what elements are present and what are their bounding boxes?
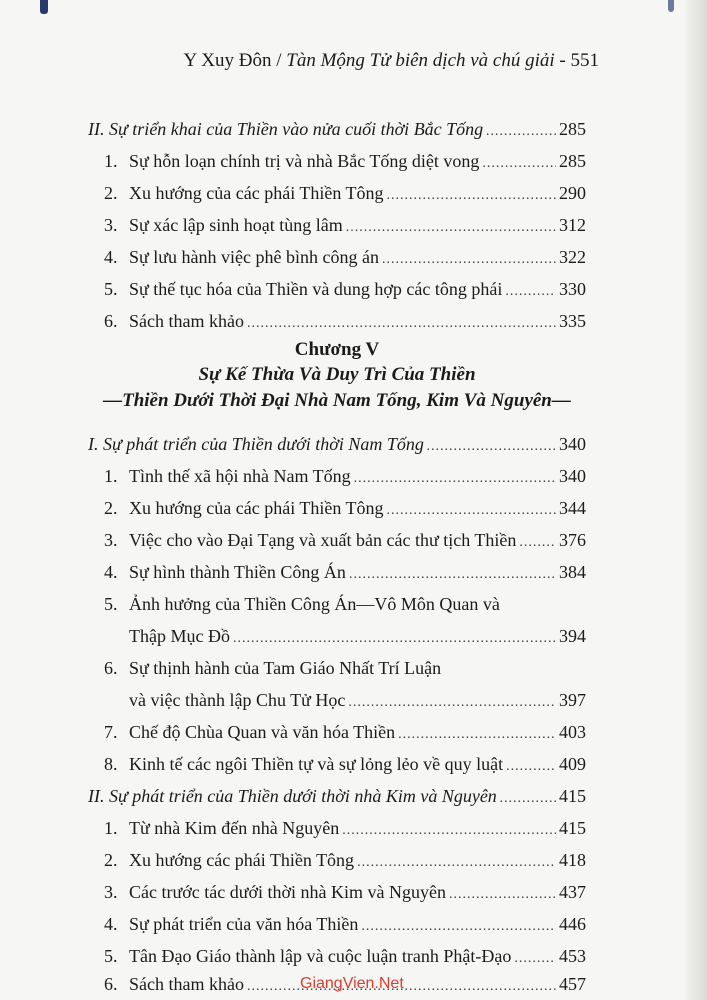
toc-section-heading — [88, 784, 586, 811]
toc-page-number: 437 — [559, 882, 586, 902]
toc-entry-label: Các trước tác dưới thời nhà Kim và Nguyên — [129, 882, 446, 902]
toc-entry-number: 6. — [104, 311, 118, 331]
toc-entry — [104, 213, 586, 240]
toc-page-number: 322 — [559, 247, 586, 267]
toc-entry-number: 5. — [104, 594, 118, 614]
toc-entry — [104, 592, 586, 616]
toc-entry — [104, 880, 586, 907]
dot-leader — [354, 467, 556, 491]
dot-leader — [346, 216, 556, 240]
toc-page-number: 384 — [559, 562, 586, 582]
toc-entry-label: Sự lưu hành việc phê bình công án — [129, 247, 379, 267]
toc-entry-number: 3. — [104, 530, 118, 550]
toc-section-label: II. Sự phát triển của Thiền dưới thời nhà Kim và Nguyên — [88, 786, 497, 806]
toc-section-label: I. Sự phát triển của Thiền dưới thời Nam Tống — [88, 434, 424, 454]
header-title: Tàn Mộng Tử biên dịch và chú giải — [286, 50, 555, 71]
page-edge-shadow — [685, 0, 707, 1000]
toc-section-label: II. Sự triển khai của Thiền vào nửa cuối thời Bắc Tống — [88, 119, 484, 139]
toc-page-number: 397 — [559, 690, 586, 710]
toc-page-number: 453 — [559, 946, 586, 966]
toc-entry — [104, 816, 586, 843]
dot-leader — [382, 248, 556, 272]
toc-entry-label: Ảnh hưởng của Thiền Công Án—Vô Môn Quan và — [129, 594, 500, 614]
top-corner-mark-right — [668, 0, 674, 12]
toc-entry — [104, 309, 586, 336]
dot-leader — [348, 691, 556, 715]
toc-entry-label: Xu hướng của các phái Thiền Tông — [129, 498, 384, 518]
toc-entry — [104, 149, 586, 176]
toc-page-number: 285 — [559, 119, 586, 139]
toc-page-number: 415 — [559, 786, 586, 806]
toc-page-number: 403 — [559, 722, 586, 742]
toc-page-number: 409 — [559, 754, 586, 774]
toc-entry-label: Việc cho vào Đại Tạng và xuất bản các thư tịch Thiền — [129, 530, 517, 550]
toc-entry-number: 1. — [104, 466, 118, 486]
header-page-number: - 551 — [554, 50, 599, 71]
toc-page-number: 344 — [559, 498, 586, 518]
dot-leader — [482, 152, 556, 176]
dot-leader — [514, 947, 556, 971]
toc-entry-number: 6. — [104, 974, 118, 994]
dot-leader — [357, 851, 556, 875]
dot-leader — [387, 184, 556, 208]
toc-entry-label: Sự hỗn loạn chính trị và nhà Bắc Tống diệt vong — [129, 151, 480, 171]
toc-entry — [104, 752, 586, 779]
toc-page-number: 418 — [559, 850, 586, 870]
dot-leader — [449, 883, 556, 907]
toc-entry — [104, 181, 586, 208]
dot-leader — [361, 915, 556, 939]
toc-entry — [104, 496, 586, 523]
toc-page-number: 394 — [559, 626, 586, 646]
toc-entry-number: 1. — [104, 818, 118, 838]
dot-leader — [387, 499, 556, 523]
toc-entry — [104, 912, 586, 939]
toc-entry-number: 2. — [104, 498, 118, 518]
toc-page-number: 330 — [559, 279, 586, 299]
toc-entry-label: Sự xác lập sinh hoạt tùng lâm — [129, 215, 343, 235]
toc-entry-number: 4. — [104, 562, 118, 582]
toc-page-number: 415 — [559, 818, 586, 838]
top-corner-mark — [40, 0, 48, 14]
toc-entry-label-continued: Thập Mục Đồ — [129, 626, 230, 646]
toc-entry — [104, 944, 586, 971]
toc-entry — [104, 464, 586, 491]
dot-leader — [519, 531, 556, 555]
toc-entry-label: Tình thế xã hội nhà Nam Tống — [129, 466, 351, 486]
toc-entry-number: 5. — [104, 946, 118, 966]
dot-leader — [486, 120, 556, 144]
toc-entry — [104, 560, 586, 587]
dot-leader — [398, 723, 556, 747]
toc-entry — [104, 848, 586, 875]
toc-entry-label: Chế độ Chùa Quan và văn hóa Thiền — [129, 722, 396, 742]
toc-entry-number: 2. — [104, 183, 118, 203]
dot-leader — [506, 755, 556, 779]
header-author: Y Xuy Đôn — [183, 50, 272, 71]
running-header — [184, 50, 600, 72]
toc-entry-label: Kinh tế các ngôi Thiền tự và sự lỏng lẻo về quy luật — [129, 754, 504, 774]
toc-entry-number: 2. — [104, 850, 118, 870]
toc-entry-label: Sự hình thành Thiền Công Án — [129, 562, 346, 582]
toc-entry-number: 7. — [104, 722, 118, 742]
toc-entry-label: Tân Đạo Giáo thành lập và cuộc luận tranh Phật-Đạo — [129, 946, 512, 966]
toc-page-number: 376 — [559, 530, 586, 550]
toc-entry-number: 3. — [104, 882, 118, 902]
toc-entry-label: Sách tham khảo — [129, 311, 244, 331]
toc-entry-label: Sự thịnh hành của Tam Giáo Nhất Trí Luận — [129, 658, 442, 678]
dot-leader — [247, 312, 556, 336]
toc-page-number: 335 — [559, 311, 586, 331]
toc-page-number: 446 — [559, 914, 586, 934]
dot-leader — [233, 627, 556, 651]
toc-entry-number: 4. — [104, 914, 118, 934]
toc-entry-label: Xu hướng của các phái Thiền Tông — [129, 183, 384, 203]
toc-entry-label: Từ nhà Kim đến nhà Nguyên — [129, 818, 340, 838]
toc-entry-continuation — [129, 624, 586, 651]
site-watermark: GiangVien.Net — [300, 975, 404, 992]
toc-section-heading — [88, 117, 586, 144]
dot-leader — [505, 280, 556, 304]
toc-entry-number: 4. — [104, 247, 118, 267]
toc-entry-number: 5. — [104, 279, 118, 299]
toc-entry-number: 3. — [104, 215, 118, 235]
toc-entry — [104, 656, 586, 680]
chapter-subtitle: —Thiền Dưới Thời Đại Nhà Nam Tống, Kim Và Nguyên— — [103, 390, 571, 411]
toc-entry-continuation — [129, 688, 586, 715]
toc-page-number: 457 — [559, 974, 586, 994]
toc-entry-label-continued: và việc thành lập Chu Tử Học — [129, 690, 346, 710]
header-separator: / — [271, 50, 287, 71]
toc-entry — [104, 245, 586, 272]
toc-entry-label: Sự phát triển của văn hóa Thiền — [129, 914, 359, 934]
toc-page-number: 312 — [559, 215, 586, 235]
toc-entry — [104, 720, 586, 747]
dot-leader — [342, 819, 556, 843]
toc-entry-number: 1. — [104, 151, 118, 171]
toc-entry — [104, 277, 586, 304]
chapter-title: Sự Kế Thừa Và Duy Trì Của Thiền — [198, 364, 476, 385]
toc-entry-label: Sách tham khảo — [129, 974, 244, 994]
toc-page-number: 340 — [559, 466, 586, 486]
toc-page-number: 340 — [559, 434, 586, 454]
toc-section-heading — [88, 432, 586, 459]
toc-page-number: 285 — [559, 151, 586, 171]
chapter-number: Chương V — [294, 339, 380, 360]
toc-entry — [104, 528, 586, 555]
dot-leader — [349, 563, 556, 587]
toc-entry-number: 6. — [104, 658, 118, 678]
dot-leader — [500, 787, 556, 811]
toc-entry-label: Xu hướng các phái Thiền Tông — [129, 850, 355, 870]
toc-entry-label: Sự thế tục hóa của Thiền và dung hợp các tông phái — [129, 279, 503, 299]
toc-page-number: 290 — [559, 183, 586, 203]
toc-entry-number: 8. — [104, 754, 118, 774]
dot-leader — [427, 435, 556, 459]
